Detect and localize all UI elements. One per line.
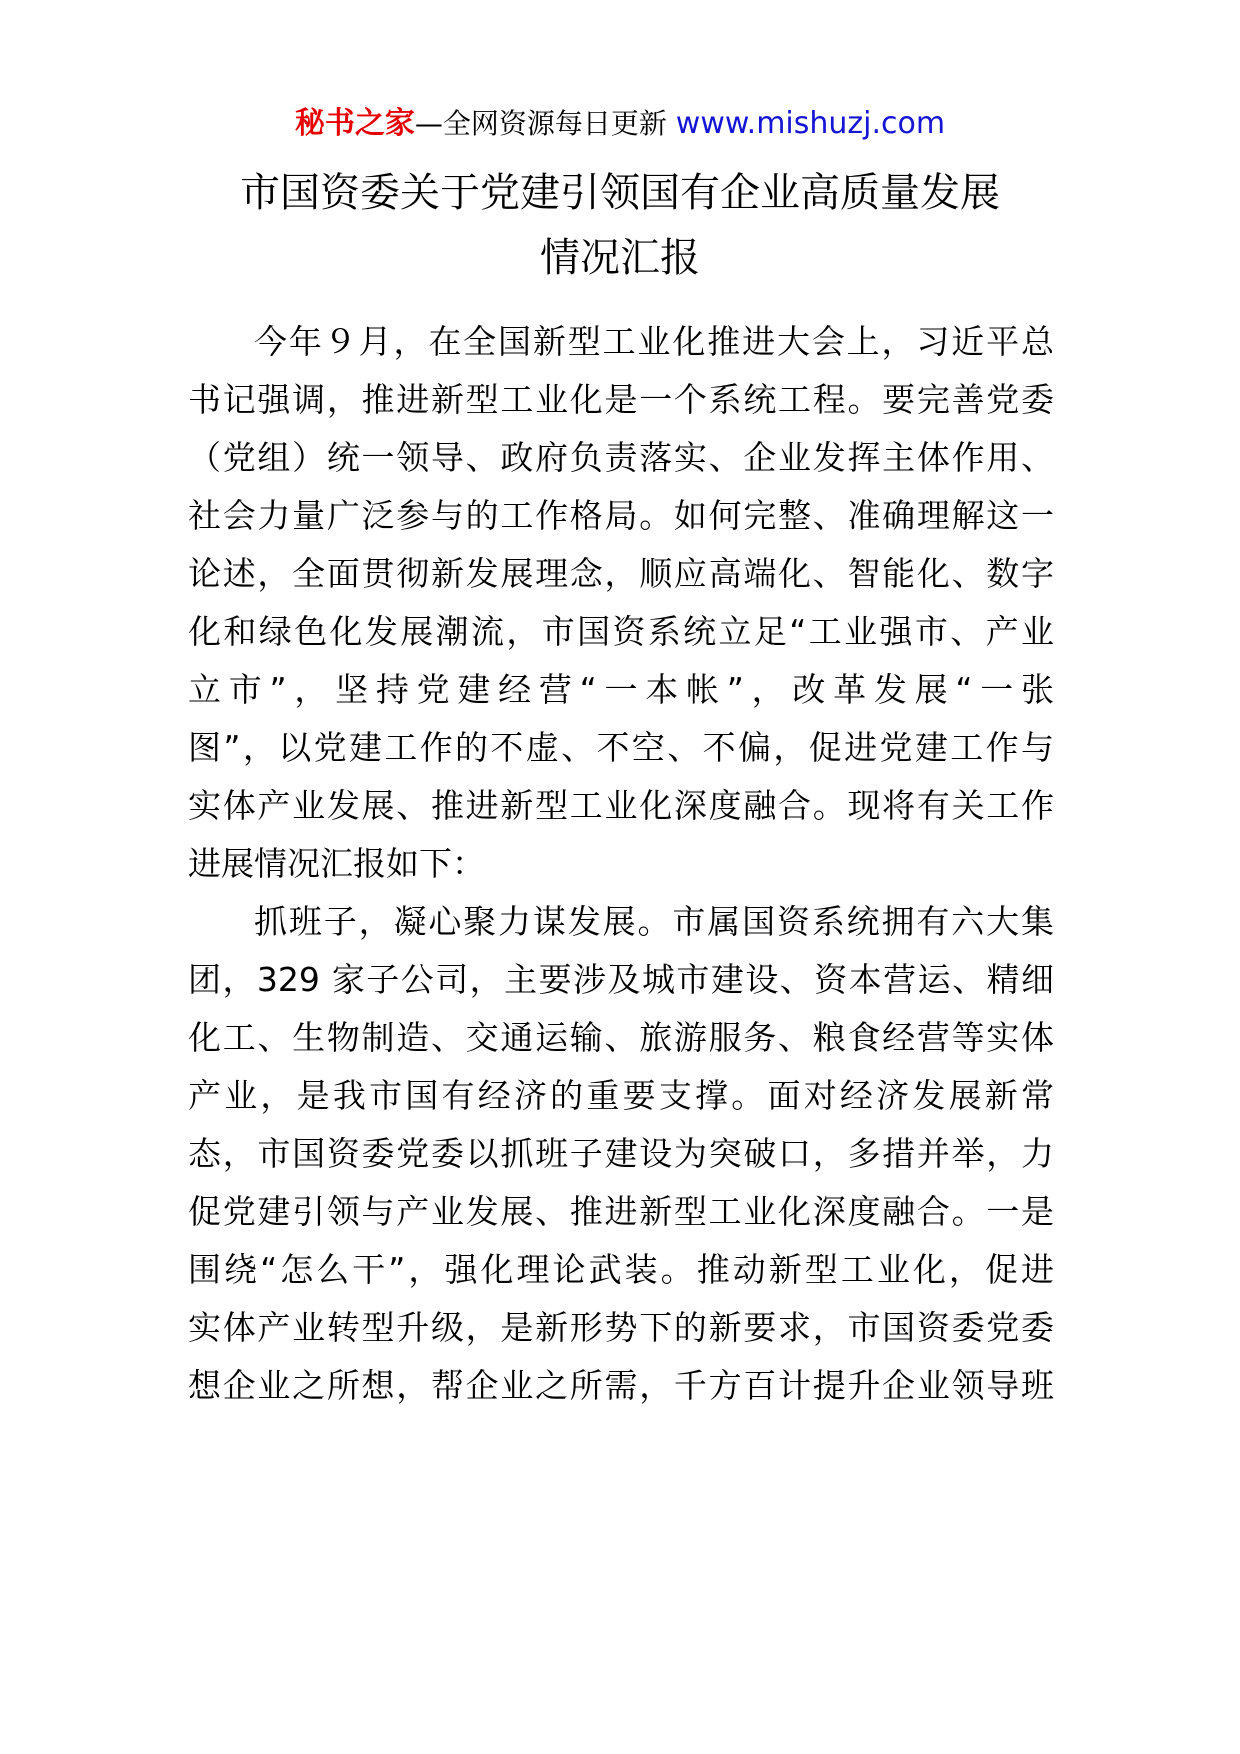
paragraph-2-line-5: 态，市国资委党委以抓班子建设为突破口，多措并举，力 (188, 1134, 1054, 1173)
site-header (0, 104, 1240, 144)
brand-name: 秘书之家 (294, 106, 415, 141)
paragraph-2-line-3: 化工、生物制造、交通运输、旅游服务、粮食经营等实体 (188, 1018, 1054, 1057)
document-title-line-2: 情况汇报 (540, 235, 700, 281)
paragraph-2-line-7: 围绕“怎么干”，强化理论武装。推动新型工业化，促进 (188, 1250, 1054, 1289)
paragraph-1-line-10: 进展情况汇报如下： (188, 844, 485, 883)
paragraph-1-line-7: 立市”，坚持党建经营“一本帐”，改革发展“一张 (188, 670, 1054, 709)
paragraph-1-line-3: （党组）统一领导、政府负责落实、企业发挥主体作用、 (188, 438, 1054, 477)
paragraph-2-line-6: 促党建引领与产业发展、推进新型工业化深度融合。一是 (188, 1192, 1054, 1231)
paragraph-1-line-9: 实体产业发展、推进新型工业化深度融合。现将有关工作 (188, 786, 1054, 825)
paragraph-1-line-4: 社会力量广泛参与的工作格局。如何完整、准确理解这一 (188, 496, 1054, 535)
paragraph-1-line-6: 化和绿色化发展潮流，市国资系统立足“工业强市、产业 (188, 612, 1054, 651)
paragraph-1-line-5: 论述，全面贯彻新发展理念，顺应高端化、智能化、数字 (188, 554, 1054, 593)
document-title-line-1: 市国资委关于党建引领国有企业高质量发展 (240, 170, 1000, 216)
header-tagline: —全网资源每日更新 (414, 107, 676, 140)
paragraph-2-line-1: 抓班子，凝心聚力谋发展。市属国资系统拥有六大集 (254, 902, 1054, 941)
paragraph-1-line-1: 今年９月，在全国新型工业化推进大会上，习近平总 (254, 322, 1054, 361)
paragraph-1-line-8: 图”，以党建工作的不虚、不空、不偏，促进党建工作与 (188, 728, 1054, 767)
paragraph-2-line-9: 想企业之所想，帮企业之所需，千方百计提升企业领导班 (188, 1366, 1054, 1405)
paragraph-2-line-2: 团，329 家子公司，主要涉及城市建设、资本营运、精细 (188, 960, 1054, 999)
site-url[interactable]: www.mishuzj.com (675, 106, 946, 141)
paragraph-2-line-8: 实体产业转型升级，是新形势下的新要求，市国资委党委 (188, 1308, 1054, 1347)
paragraph-2-line-4: 产业，是我市国有经济的重要支撑。面对经济发展新常 (188, 1076, 1054, 1115)
paragraph-1-line-2: 书记强调，推进新型工业化是一个系统工程。要完善党委 (188, 380, 1054, 419)
